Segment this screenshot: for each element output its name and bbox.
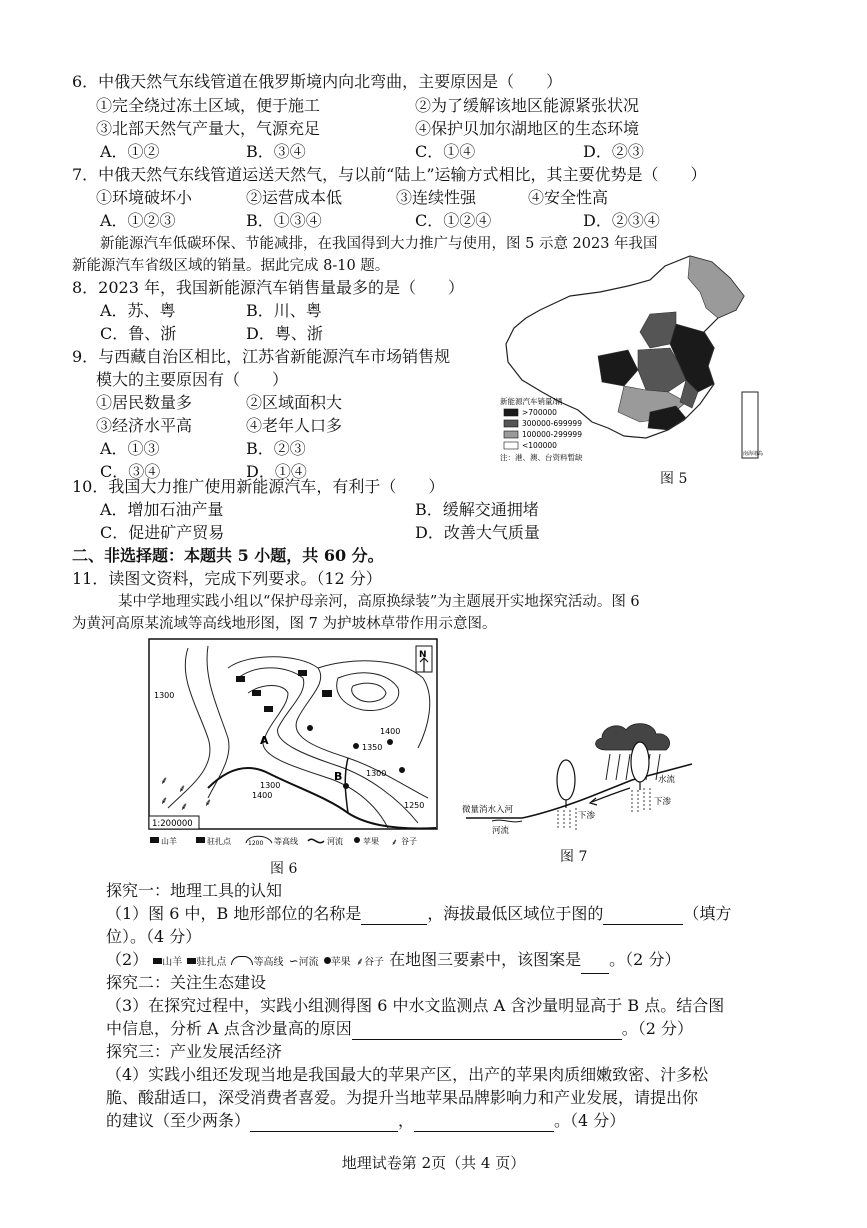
q6-option-a[interactable]: A．①② bbox=[100, 142, 160, 161]
apple-icon bbox=[399, 767, 405, 773]
fig6-contour-label: 1350 bbox=[362, 743, 383, 752]
explore-1-q2-text-b: 在地图三要素中，该图案是 bbox=[389, 950, 582, 969]
tree-icon bbox=[557, 760, 575, 800]
q9-stem-line2: 模大的主要原因有（ ） bbox=[96, 370, 289, 389]
explore-2-q3-line1: （3）在探究过程中，实践小组测得图 6 中水文监测点 A 含沙量明显高于 B 点。结合图 bbox=[106, 996, 725, 1015]
apple-icon bbox=[353, 743, 359, 749]
answer-blank-suggestion-1[interactable] bbox=[250, 1113, 398, 1132]
grain-icon: ⸙ bbox=[160, 794, 169, 807]
camp-icon bbox=[196, 837, 205, 843]
explore-1-q1-text-b: ，海拔最低区域位于图的 bbox=[427, 904, 604, 923]
explore-2-title: 探究二：关注生态建设 bbox=[106, 973, 267, 992]
fig5-legend-swatch-2 bbox=[504, 420, 518, 427]
fig7-label-infiltration-1: 下渗 bbox=[578, 811, 596, 821]
tree-icon bbox=[631, 742, 649, 782]
fig6-scale: 1:200000 bbox=[152, 819, 193, 829]
fig6-point-a: A bbox=[260, 734, 269, 747]
q6-option-c[interactable]: C．①④ bbox=[415, 142, 476, 161]
fig6-legend-apple: 苹果 bbox=[363, 837, 379, 846]
fig6-contour-label: 1400 bbox=[252, 791, 273, 800]
fig6-legend-contour: 等高线 bbox=[274, 837, 298, 846]
apple-icon bbox=[343, 783, 349, 789]
q11-intro-line1: 某中学地理实践小组以“保护母亲河，高原换绿装”为主题展开实地探究活动。图 6 bbox=[118, 594, 640, 610]
fig5-legend-swatch-4 bbox=[504, 442, 518, 449]
fig6-legend-camp: 驻扎点 bbox=[207, 837, 231, 846]
explore-3-q4-line1: （4）实践小组还发现当地是我国最大的苹果产区，出产的苹果肉质细嫩致密、汁多松 bbox=[106, 1065, 709, 1084]
q6-statement-1: ①完全绕过冻土区域，便于施工 bbox=[96, 96, 321, 115]
page-footer: 地理试卷第 2页（共 4 页） bbox=[341, 1154, 526, 1172]
goat-icon bbox=[153, 958, 162, 964]
q8-stem: 8．2023 年，我国新能源汽车销售量最多的是（ ） bbox=[72, 278, 464, 297]
apple-icon bbox=[354, 837, 360, 843]
answer-blank-map-element[interactable] bbox=[581, 955, 609, 974]
fig5-legend-label-4: <100000 bbox=[522, 441, 557, 450]
fig6-legend-goat: 山羊 bbox=[161, 837, 177, 846]
fig7-label-infiltration-2: 下渗 bbox=[654, 797, 672, 807]
apple-icon bbox=[307, 725, 313, 731]
apple-icon bbox=[387, 739, 393, 745]
explore-2-q3-text-c: 。（2 分） bbox=[621, 1019, 694, 1038]
explore-2-q3-text-b: 中信息，分析 A 点含沙量高的原因 bbox=[106, 1019, 352, 1038]
goat-icon bbox=[150, 837, 159, 843]
explore-3-q4-line2: 脆、酸甜适口，深受消费者喜爱。为提升当地苹果品牌影响力和产业发展，请提出你 bbox=[106, 1088, 699, 1107]
fig6-legend-contour-value: 1200 bbox=[248, 840, 264, 847]
q6-statement-3: ③北部天然气产量大，气源充足 bbox=[96, 119, 321, 138]
contour-icon bbox=[231, 956, 253, 965]
intro-8-10-line2: 新能源汽车省级区域的销量。据此完成 8-10 题。 bbox=[72, 258, 390, 274]
q7-stem: 7．中俄天然气东线管道运送天然气，与以前“陆上”运输方式相比，其主要优势是（ ） bbox=[72, 165, 707, 184]
q9-stem-line1: 9．与西藏自治区相比，江苏省新能源汽车市场销售规 bbox=[72, 347, 451, 366]
fig7-diagram bbox=[462, 718, 702, 838]
q11-stem: 11．读图文资料，完成下列要求。（12 分） bbox=[72, 569, 382, 588]
q9-option-c[interactable]: C．③④ bbox=[100, 462, 161, 481]
fig7-river-surface bbox=[492, 820, 522, 822]
fig7-label-trace-water: 微量消水入河 bbox=[462, 805, 514, 815]
explore-1-q1-text-a: （1）图 6 中，B 地形部位的名称是 bbox=[106, 904, 362, 923]
fig5-legend-label-2: 300000-699999 bbox=[522, 419, 582, 428]
q7-statement-1: ①环境破坏小 bbox=[96, 188, 193, 207]
explore-2-q3-line2 bbox=[106, 1018, 693, 1040]
legend-camp-label: 驻扎点 bbox=[196, 957, 227, 968]
q7-statement-3: ③连续性强 bbox=[396, 188, 477, 207]
fig5-legend-label-1: >700000 bbox=[522, 408, 557, 417]
q9-option-d[interactable]: D．①④ bbox=[246, 462, 307, 481]
fig5-note: 注：港、澳、台资料暂缺 bbox=[500, 453, 583, 462]
fig5-inset-label: 南海诸岛 bbox=[743, 451, 764, 457]
goat-icon bbox=[298, 670, 307, 676]
q6-statement-4: ④保护贝加尔湖地区的生态环境 bbox=[415, 119, 640, 138]
q6-option-b[interactable]: B．③④ bbox=[246, 142, 306, 161]
fig6-legend-grain: 谷子 bbox=[401, 837, 417, 846]
q9-statement-3: ③经济水平高 bbox=[96, 416, 193, 435]
q7-statement-2: ②运营成本低 bbox=[246, 188, 343, 207]
grain-icon: ⸙ bbox=[391, 838, 398, 848]
explore-1-title: 探究一：地理工具的认知 bbox=[106, 881, 283, 900]
q8-option-c[interactable]: C．鲁、浙 bbox=[100, 324, 177, 343]
explore-3-q4-text-c: 的建议（至少两条） bbox=[106, 1111, 251, 1130]
fig5-map bbox=[500, 252, 764, 462]
fig5-inset-frame bbox=[742, 392, 758, 458]
q8-option-d[interactable]: D．粤、浙 bbox=[246, 324, 323, 343]
river-icon bbox=[308, 839, 324, 842]
fig6-north-label: N bbox=[419, 650, 427, 660]
q9-option-b[interactable]: B．②③ bbox=[246, 439, 306, 458]
goat-icon bbox=[252, 690, 261, 696]
fig5-caption: 图 5 bbox=[660, 471, 688, 487]
explore-3-q4-text-e: 。（4 分） bbox=[554, 1111, 626, 1130]
q10-option-c[interactable]: C．促进矿产贸易 bbox=[100, 523, 225, 542]
q10-option-b[interactable]: B．缓解交通拥堵 bbox=[415, 500, 539, 519]
river-icon: ∽ bbox=[288, 954, 299, 968]
legend-goat-label: 山羊 bbox=[162, 957, 183, 968]
legend-grain-label: 谷子 bbox=[364, 957, 385, 968]
apple-icon bbox=[324, 957, 331, 964]
explore-1-q2-text-c: 。（2 分） bbox=[609, 950, 681, 969]
grain-icon: ⸙ bbox=[355, 955, 365, 968]
q6-stem: 6．中俄天然气东线管道在俄罗斯境内向北弯曲，主要原因是（ ） bbox=[72, 72, 563, 91]
intro-8-10-line1: 新能源汽车低碳环保、节能减排，在我国得到大力推广与使用，图 5 示意 2023 年我国 bbox=[100, 236, 658, 252]
fig7-label-river: 河流 bbox=[492, 826, 510, 836]
answer-blank-lowest-area[interactable] bbox=[603, 906, 683, 925]
q10-option-d[interactable]: D．改善大气质量 bbox=[415, 523, 540, 542]
q8-option-b[interactable]: B．川、粤 bbox=[246, 301, 322, 320]
q11-intro-line2: 为黄河高原某流域等高线地形图，图 7 为护坡林草带作用示意图。 bbox=[72, 616, 497, 632]
q6-statement-2: ②为了缓解该地区能源紧张状况 bbox=[415, 96, 640, 115]
goat-icon bbox=[236, 676, 245, 682]
q8-option-a[interactable]: A．苏、粤 bbox=[100, 301, 176, 320]
fig6-caption: 图 6 bbox=[270, 861, 298, 877]
grain-icon: ⸙ bbox=[160, 774, 169, 787]
fig5-legend-label-3: 100000-299999 bbox=[522, 430, 582, 439]
explore-3-q4-text-d: ， bbox=[398, 1111, 415, 1130]
answer-blank-suggestion-2[interactable] bbox=[414, 1113, 554, 1132]
fig7-caption: 图 7 bbox=[560, 849, 588, 865]
fig6-contour-label: 1300 bbox=[154, 691, 175, 700]
fig6-contour-label: 1300 bbox=[260, 781, 281, 790]
q10-option-a[interactable]: A．增加石油产量 bbox=[100, 500, 224, 519]
fig6-contour-map bbox=[148, 638, 444, 854]
explore-1-q2-text-a: （2） bbox=[106, 950, 149, 969]
fig5-legend-title: 新能源汽车销量/辆 bbox=[500, 397, 563, 406]
q9-statement-4: ④老年人口多 bbox=[246, 416, 343, 435]
q7-option-d[interactable]: D．②③④ bbox=[583, 211, 660, 230]
flow-arrow-icon bbox=[590, 788, 630, 805]
fig6-contour-label: 1250 bbox=[404, 801, 425, 810]
fig6-legend-river: 河流 bbox=[327, 837, 343, 846]
explore-3-title: 探究三：产业发展活经济 bbox=[106, 1042, 283, 1061]
fig7-label-water-flow: 水流 bbox=[658, 775, 676, 785]
q7-statement-4: ④安全性高 bbox=[528, 188, 609, 207]
section2-heading: 二、非选择题：本题共 5 小题，共 60 分。 bbox=[72, 546, 384, 565]
explore-1-q2-line bbox=[106, 949, 680, 974]
explore-1-q1-text-c: （填方 bbox=[683, 904, 732, 923]
answer-blank-b-landform[interactable] bbox=[361, 906, 427, 925]
goat-icon bbox=[264, 706, 273, 712]
explore-1-q1-line1 bbox=[106, 903, 731, 925]
fig5-legend-swatch-3 bbox=[504, 431, 518, 438]
cloud-icon bbox=[596, 724, 670, 750]
legend-apple-label: 苹果 bbox=[330, 957, 351, 968]
fig5-legend-swatch-1 bbox=[504, 409, 518, 416]
q7-option-c[interactable]: C．①②④ bbox=[415, 211, 492, 230]
grain-icon: ⸙ bbox=[180, 800, 189, 813]
explore-1-q1-line2: 位）。（4 分） bbox=[106, 927, 202, 946]
answer-blank-sediment-reason[interactable] bbox=[352, 1021, 622, 1040]
camp-icon bbox=[322, 690, 332, 697]
q9-option-a[interactable]: A．①③ bbox=[100, 439, 160, 458]
q7-option-b[interactable]: B．①③④ bbox=[246, 211, 322, 230]
q9-statement-2: ②区域面积大 bbox=[246, 393, 343, 412]
legend-river-label: 河流 bbox=[298, 957, 319, 968]
grain-icon: ⸙ bbox=[204, 796, 213, 809]
q7-option-a[interactable]: A．①②③ bbox=[100, 211, 176, 230]
fig6-contour-label: 1400 bbox=[380, 727, 401, 736]
legend-contour-label: 等高线 bbox=[253, 957, 284, 968]
explore-3-q4-line3 bbox=[106, 1110, 625, 1132]
q10-stem: 10．我国大力推广使用新能源汽车，有利于（ ） bbox=[72, 477, 445, 496]
fig6-contour-label: 1300 bbox=[366, 769, 387, 778]
grain-icon: ⸙ bbox=[178, 782, 187, 795]
q9-statement-1: ①居民数量多 bbox=[96, 393, 193, 412]
fig6-point-b: B bbox=[334, 770, 343, 783]
q6-option-d[interactable]: D．②③ bbox=[583, 142, 644, 161]
